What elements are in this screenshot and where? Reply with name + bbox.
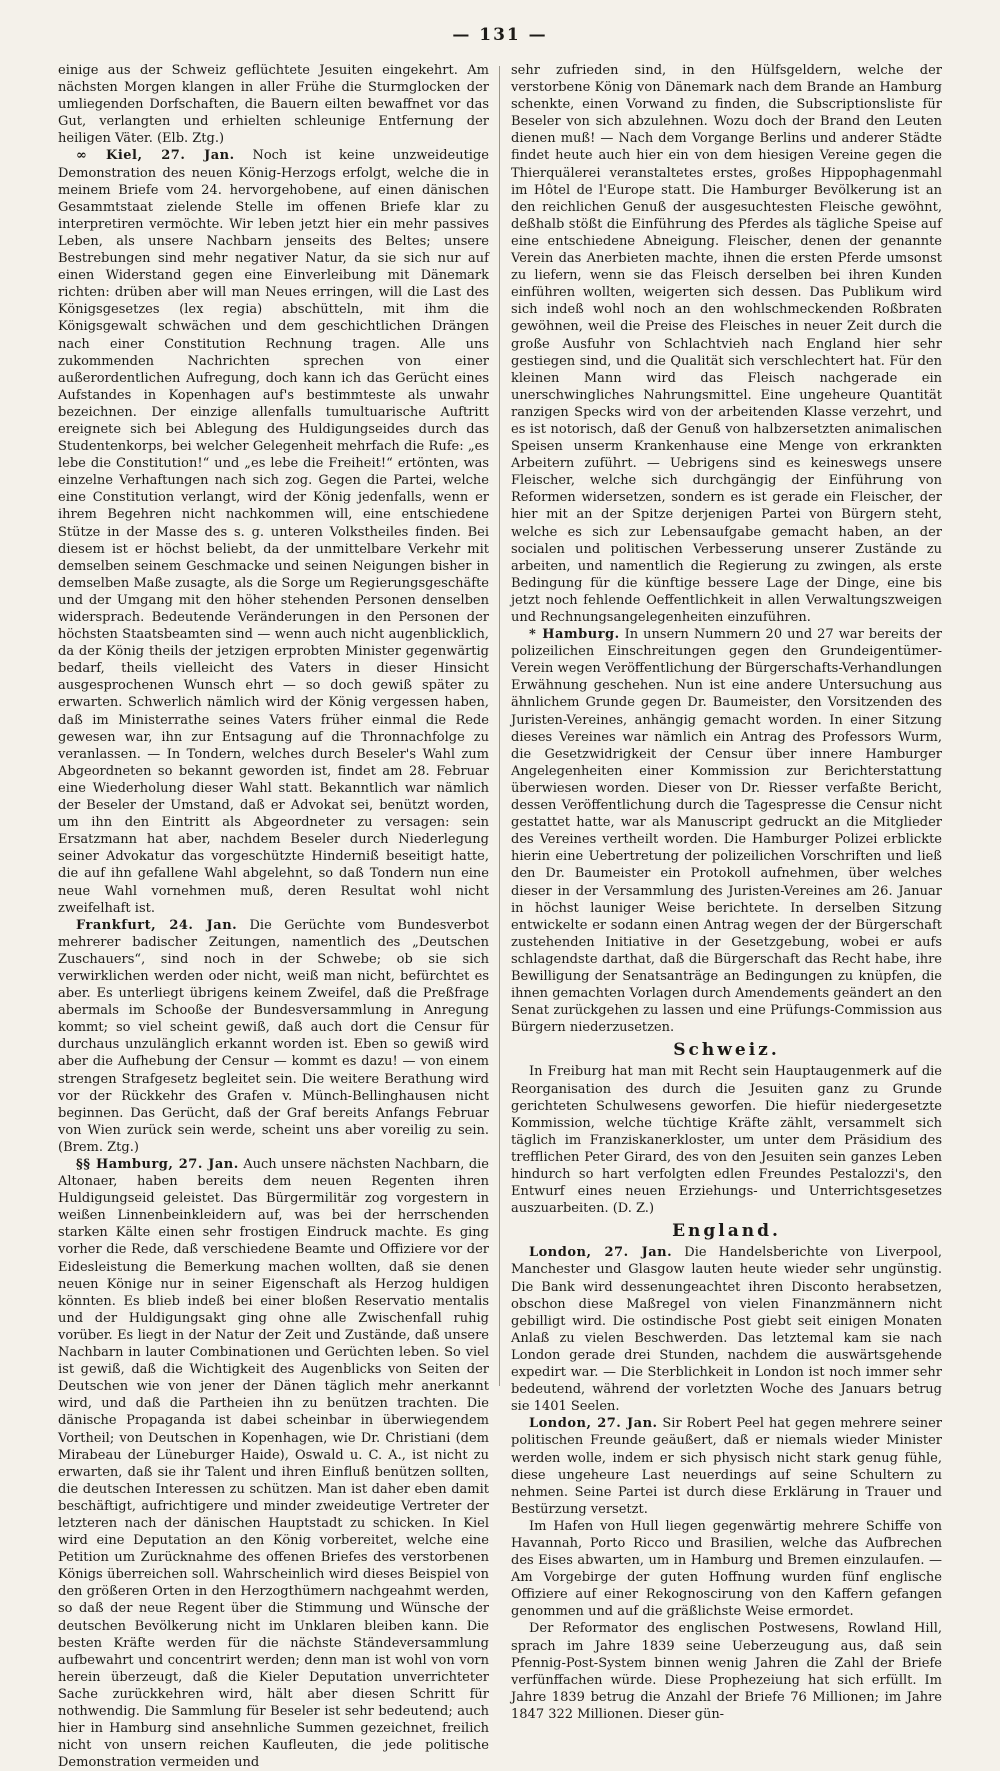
right-column bbox=[511, 62, 942, 1771]
article-london-2 bbox=[511, 1415, 942, 1518]
article-text: Noch ist keine unzweideutige Demonstration des neuen König-Herzogs erfolgt, welche die in meinem Briefe vom 24. hervorgehobene, auf einen dänischen Gesammtstaat zielende Stelle im offenen Briefe klar zu interpretiren vermöchte. Wir leben jetzt hier ein mehr passives Leben, als unsere Nachbarn jenseits des Beltes; unsere Bestrebungen sind mehr negativer Natur, da sie sich nur auf einen Widerstand gegen eine Einverleibung mit Dänemark richten: drüben aber will man Neues erringen, will die Last des Königsgesetzes (lex regia) abschütteln, mit ihm die Königsgewalt schwächen und dem geschichtlichen Drängen nach einer Constitution Rechnung tragen. Alle uns zukommenden Nachrichten sprechen von einer außerordentlichen Aufregung, doch kann ich das Gerücht eines Aufstandes in Kopenhagen auf's bestimmteste als unwahr bezeichnen. Der einzige allenfalls tumultuarische Auftritt ereignete sich bei Ablegung des Huldigungseides durch das Studentenkorps, bei welcher Gelegenheit mehrfach die Rufe: „es lebe die Constitution!“ und „es lebe die Freiheit!“ ertönten, was einzelne Verhaftungen nach sich zog. Gegen die Partei, welche eine Constitution verlangt, wird der König jedenfalls, wenn er ihrem Begehren nicht nachkommen will, eine entschiedene Stütze in der Masse des s. g. unteren Volkstheiles finden. Bei diesem ist er höchst beliebt, da der unmittelbare Verkehr mit demselben seinem Geschmacke und seinen Neigungen bisher in demselben Maße zusagte, als die Sorge um Regierungsgeschäfte und der Umgang mit den höher stehenden Personen denselben widersprach. Bedeutende Veränderungen in den Personen der höchsten Staatsbeamten sind — wenn auch nicht augenblicklich, da der König theils der jetzigen erprobten Minister gegenwärtig bedarf, theils vielleicht des Vaters in dieser Hinsicht ausgesprochenen Wunsch ehrt — so doch gewiß später zu erwarten. Schwerlich nämlich wird der König vergessen haben, daß im Ministerrathe seines Vaters früher einmal die Rede gewesen war, ihn zur Entsagung auf die Thronnachfolge zu veranlassen. — In Tondern, welches durch Beseler's Wahl zum Abgeordneten so bekannt geworden ist, findet am 28. Februar eine Wiederholung dieser Wahl statt. Bekanntlich war nämlich der Beseler der Umstand, daß er Advokat sei, benützt worden, um ihn den Eintritt als Abgeordneter zu versagen: sein Ersatzmann hat aber, nachdem Beseler durch Niederlegung seiner Advokatur das vorgeschützte Hinderniß beseitigt hatte, die auf ihn gefallene Wahl abgelehnt, so daß Tondern nun eine neue Wahl vornehmen muß, deren Resultat wohl nicht zweifelhaft ist. bbox=[58, 148, 489, 916]
article-frankfurt bbox=[58, 917, 489, 1156]
article-text: Auch unsere nächsten Nachbarn, die Altonaer, haben bereits dem neuen Regenten ihren Huldigungseid geleistet. Das Bürgermilitär zog vorgestern in weißen Linnenbeinkleidern auf, was bei der herrschenden starken Kälte einen sehr frostigen Eindruck machte. Es ging vorher die Rede, daß verschiedene Beamte und Offiziere vor der Eidesleistung die Bemerkung machen wollten, daß sie denen neuen Könige nur in seiner Eigenschaft als Herzog huldigen könnten. Es blieb indeß bei einer bloßen Reservatio mentalis und der Huldigungsakt ging ohne alle Zwischenfall ruhig vorüber. Es liegt in der Natur der Zeit und Zustände, daß unsere Nachbarn in lauter Combinationen und Gerüchten leben. So viel ist gewiß, daß die Wichtigkeit des Augenblicks von Seiten der Deutschen wie von jener der Dänen täglich mehr anerkannt wird, und daß die Partheien ihn zu benützen trachten. Die dänische Propaganda ist dabei scheinbar in überwiegendem Vortheil; von Deutschen in Kopenhagen, wie Dr. Christiani (dem Mirabeau der Lüneburger Haide), Oswald u. C. A., ist nicht zu erwarten, daß sie ihr Talent und ihren Einfluß benützen sollten, die deutschen Interessen zu schützen. Man ist daher eben damit beschäftigt, aufrichtigere und minder zweideutige Vertreter der letzteren nach der dänischen Hauptstadt zu schicken. In Kiel wird eine Deputation an den König vorbereitet, welche eine Petition um Zurücknahme des offenen Briefes des verstorbenen Königs überreichen soll. Wahrscheinlich wird dieses Beispiel von den größeren Orten in den Herzogthümern nachgeahmt werden, so daß der neue Regent über die Stimmung und Wünsche der deutschen Bevölkerung nicht im Unklaren bleiben kann. Die besten Kräfte werden für die nächste Ständeversammlung aufbewahrt und concentrirt werden; denn man ist wohl von vorn herein überzeugt, daß die Kieler Deputation unverrichteter Sache zurückkehren wird, hält aber diesen Schritt für nothwendig. Die Sammlung für Beseler ist sehr bedeutend; auch hier in Hamburg sind ansehnliche Summen gezeichnet, freilich nicht von unsern reichen Kaufleuten, die jede politische Demonstration vermeiden und bbox=[58, 1157, 490, 1771]
article-freiburg bbox=[511, 1063, 942, 1217]
dateline: London, 27. Jan. bbox=[529, 1245, 673, 1261]
article-text: Im Hafen von Hull liegen gegenwärtig mehrere Schiffe von Havannah, Porto Ricco und Brasilien, welche das Aufbrechen des Eises abwarten, um in Hamburg und Bremen einzulaufen. — Am Vorgebirge der guten Hoffnung wurden fünf englische Offiziere auf einer Rekognoscirung von den Kaffern gefangen genommen und auf die gräßlichste Weise ermordet. bbox=[511, 1518, 942, 1620]
article-text: Sir Robert Peel hat gegen mehrere seiner politischen Freunde geäußert, daß er niemals wieder Minister werden wolle, indem er sich physisch nicht stark genug fühle, diese ungeheure Last neuerdings auf seine Schultern zu nehmen. Seine Partei ist durch diese Erklärung in Trauer und Bestürzung versetzt. bbox=[511, 1416, 942, 1517]
article-london-1 bbox=[511, 1244, 942, 1415]
article-hull bbox=[511, 1518, 942, 1621]
dateline: Frankfurt, 24. Jan. bbox=[76, 917, 238, 933]
left-column bbox=[58, 62, 489, 1771]
section-heading-england: England. bbox=[672, 1221, 781, 1242]
dateline: §§ Hamburg, 27. Jan. bbox=[76, 1157, 239, 1172]
dateline: London, 27. Jan. bbox=[529, 1416, 658, 1432]
article-continuation bbox=[511, 62, 942, 626]
dateline: ∞ Kiel, 27. Jan. bbox=[76, 148, 235, 164]
columns bbox=[58, 62, 942, 1771]
article-text: Die Gerüchte vom Bundesverbot mehrerer badischer Zeitungen, namentlich des „Deutschen Zuschauers“, sind noch in der Schwebe; ob sie sich verwirklichen werden oder nicht, weiß man nicht, befürchtet es aber. Es unterliegt übrigens keinem Zweifel, daß die Preßfrage abermals im Schooße der Bundesversammlung in Anregung kommt; so viel scheint gewiß, daß auch dort die Censur für durchaus unzulänglich erkannt worden ist. Eben so gewiß wird aber die Aufhebung der Censur — kommt es dazu! — von einem strengen Strafgesetz begleitet sein. Die weitere Berathung wird vor der Rückkehr des Grafen v. Münch-Bellinghausen nicht beginnen. Das Gerücht, daß der Graf bereits Anfangs Februar von Wien zurück sein werde, scheint uns aber voreilig zu sein. (Brem. Ztg.) bbox=[58, 917, 489, 1155]
article-text: Die Handelsberichte von Liverpool, Manchester und Glasgow lauten heute wieder sehr ungünstig. Die Bank wird dessenungeachtet ihren Disconto herabsetzen, obschon diese Maßregel von vielen Finanzmännern nicht gebilligt wird. Die ostindische Post giebt seit einigen Monaten Anlaß zu vielen Beschwerden. Das letztemal kam sie nach London gerade drei Stunden, nachdem die auswärtsgehende expedirt war. — Die Sterblichkeit in London ist noch immer sehr bedeutend, während der vorletzten Woche des Januars betrug sie 1401 Seelen. bbox=[511, 1245, 942, 1415]
column-divider bbox=[499, 66, 500, 1386]
article-continuation bbox=[58, 62, 489, 147]
page-number: — 131 — bbox=[452, 25, 548, 45]
article-text: In unsern Nummern 20 und 27 war bereits der polizeilichen Einschreitungen gegen den Grundeigentümer-Verein wegen Veröffentlichung der Bürgerschafts-Verhandlungen Erwähnung geschehen. Nun ist eine andere Untersuchung aus ähnlichem Grunde gegen Dr. Baumeister, den Vorsitzenden des Juristen-Vereines, anhängig gemacht worden. In einer Sitzung dieses Vereines war nämlich ein Antrag des Professors Wurm, die Gesetzwidrigkeit der Censur über innere Hamburger Angelegenheiten einer Kommission zur Berichterstattung überwiesen worden. Dieser von Dr. Riesser verfaßte Bericht, dessen Veröffentlichung durch die Tagespresse die Censur nicht gestattet hatte, war als Manuscript gedruckt an die Mitglieder des Vereines vertheilt worden. Die Hamburger Polizei erblickte hierin eine Uebertretung der polizeilichen Vorschriften und ließ den Dr. Baumeister ein Protokoll aufnehmen, über welches dieser in der Versammlung des Juristen-Vereines am 26. Januar in höchst launiger Weise berichtete. In derselben Sitzung entwickelte er sodann einen Antrag wegen der der Bürgerschaft zustehenden Initiative in der Gesetzgebung, wobei er aufs schlagendste darthat, daß die Bürgerschaft das Recht habe, ihre Bewilligung der Senatsanträge an Bedingungen zu knüpfen, die ihnen gemachten Vorlagen durch Amendements geändert an den Senat zurückgehen zu lassen und eine Prüfungs-Commission aus Bürgern niederzusetzen. bbox=[511, 627, 942, 1036]
article-text: In Freiburg hat man mit Recht sein Hauptaugenmerk auf die Reorganisation des durch die Jesuiten ganz zu Grunde gerichteten Schulwesens geworfen. Die hiefür niedergesetzte Kommission, welche tüchtige Kräfte zählt, versammelt sich täglich im Franziskanerkloster, um unter dem Präsidium des trefflichen Peter Girard, des von den Jesuiten sein ganzes Leben hindurch so hart verfolgten edlen Freundes Pestalozzi's, den Entwurf eines neuen Erziehungs- und Unterrichtsgesetzes auszuarbeiten. (D. Z.) bbox=[511, 1064, 942, 1217]
article-text: einige aus der Schweiz geflüchtete Jesuiten eingekehrt. Am nächsten Morgen klangen in aller Frühe die Sturmglocken der umliegenden Dorfschaften, die Bauern eilten bewaffnet vor das Gut, verlangten und erhielten schleunige Entfernung der heiligen Väter. (Elb. Ztg.) bbox=[58, 63, 489, 147]
article-hamburg bbox=[58, 1156, 489, 1771]
section-heading-schweiz: Schweiz. bbox=[673, 1040, 780, 1061]
article-text: Der Reformator des englischen Postwesens, Rowland Hill, sprach im Jahre 1839 seine Ueberzeugung aus, daß sein Pfennig-Post-System binnen wenig Jahren die Zahl der Briefe verfünffachen würde. Diese Prophezeiung hat sich erfüllt. Im Jahre 1839 betrug die Anzahl der Briefe 76 Millionen; im Jahre 1847 322 Millionen. Dieser gün- bbox=[511, 1621, 942, 1722]
article-kiel bbox=[58, 147, 489, 916]
dateline: * Hamburg. bbox=[529, 627, 620, 643]
article-text: sehr zufrieden sind, in den Hülfsgeldern, welche der verstorbene König von Dänemark nach dem Brande an Hamburg schenkte, einen Vorwand zu finden, die Subscriptionsliste für Beseler von sich abzulehnen. Wozu doch der Brand den Leuten dienen muß! — Nach dem Vorgange Berlins und anderer Städte findet heute auch hier ein von dem hiesigen Vereine gegen die Thierquälerei veranstaltetes erstes, großes Hippophagenmahl im Hôtel de l'Europe statt. Die Hamburger Bevölkerung ist an den reichlichen Genuß der ausgesuchtesten Fleische gewöhnt, deßhalb stößt die Einführung des Pferdes als tägliche Speise auf eine entschiedene Abneigung. Fleischer, denen der genannte Verein das Anerbieten machte, ihnen die ersten Pferde umsonst zu liefern, wenn sie das Fleisch derselben bei ihren Kunden einführen wollten, weigerten sich dessen. Das Publikum wird sich indeß wohl noch an den wohlschmeckenden Roßbraten gewöhnen, weil die Preise des Fleisches in neuer Zeit durch die große Ausfuhr von Schlachtvieh nach England hier sehr gestiegen sind, und die Qualität sich verschlechtert hat. Für den kleinen Mann wird das Fleisch nachgerade ein unerschwingliches Nahrungsmittel. Eine ungeheure Quantität ranzigen Specks wird von der arbeitenden Klasse verzehrt, und es ist notorisch, daß der Genuß von halbzersetzten animalischen Speisen unserm Krankenhause eine Menge von erkrankten Arbeitern zuführt. — Uebrigens sind es keineswegs unsere Fleischer, welche sich durchgängig der Einführung von Reformen widersetzen, sondern es ist gerade ein Fleischer, der hier mit an der Spitze derjenigen Partei von Bürgern steht, welche es sich zur Lebensaufgabe gemacht haben, an der socialen und politischen Verbesserung unserer Zustände zu arbeiten, und namentlich die Regierung zu zwingen, als erste Bedingung für die künftige bessere Lage der Dinge, eine bis jetzt noch fehlende Oeffentlichkeit in allen Verwaltungszweigen und Rechnungsangelegenheiten einzuführen. bbox=[511, 63, 942, 625]
article-post bbox=[511, 1620, 942, 1723]
article-hamburg-2 bbox=[511, 626, 942, 1036]
